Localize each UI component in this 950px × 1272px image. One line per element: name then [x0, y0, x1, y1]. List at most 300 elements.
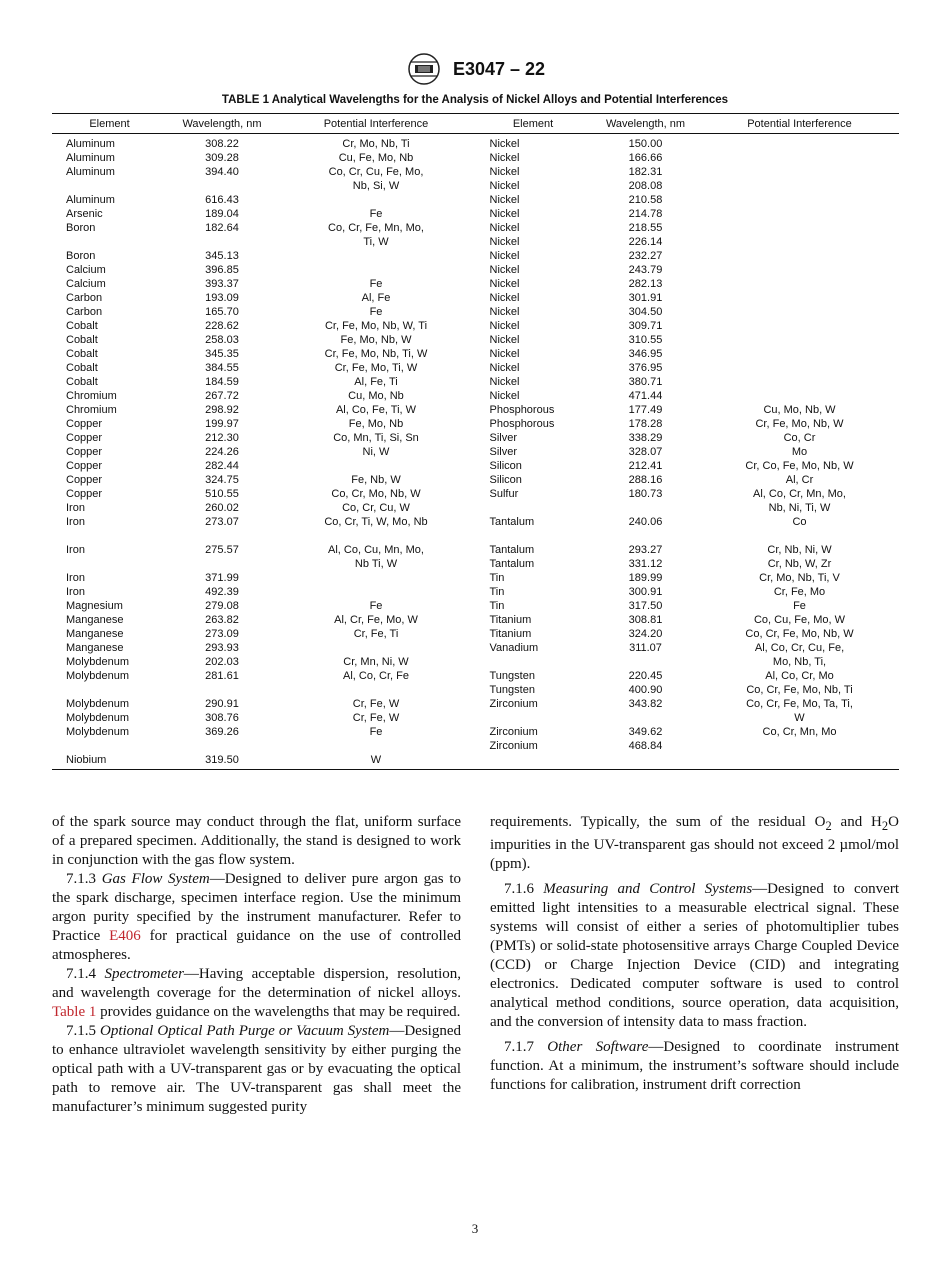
cell-element: Cobalt	[66, 348, 98, 360]
cell-wavelength: 258.03	[205, 334, 239, 346]
cell-wavelength: 199.97	[205, 418, 239, 430]
table-row	[476, 697, 900, 725]
cell-element: Arsenic	[66, 208, 103, 220]
cell-element: Cobalt	[66, 334, 98, 346]
cell-interference	[277, 669, 475, 697]
cell-interference: Mo	[791, 446, 808, 458]
cell-interference: Al, Fe	[361, 292, 391, 304]
cell-element: Carbon	[66, 306, 103, 318]
cell-interference: Co, Cr, Cu, W	[342, 502, 410, 514]
table-right-half	[476, 137, 900, 767]
cell-interference-line	[701, 207, 899, 221]
cell-element: Molybdenum	[66, 726, 129, 738]
cell-interference	[701, 515, 899, 543]
cell-wavelength: 212.30	[205, 432, 239, 444]
cell-wavelength: 317.50	[628, 600, 663, 612]
header-element: Element	[512, 117, 554, 130]
table-row	[52, 207, 476, 221]
cell-element: Silicon	[489, 474, 522, 486]
cell-element: Nickel	[489, 180, 520, 192]
cell-interference: Fe	[793, 600, 806, 612]
cell-element: Nickel	[489, 208, 520, 220]
cell-interference: Fe, Nb, W	[351, 474, 401, 486]
cell-wavelength: 182.31	[628, 166, 663, 178]
cell-wavelength: 184.59	[205, 376, 239, 388]
table-row	[52, 417, 476, 431]
cell-interference	[701, 291, 899, 305]
cell-element: Niobium	[66, 754, 107, 766]
cell-wavelength: 393.37	[205, 278, 239, 290]
cell-element: Sulfur	[489, 488, 519, 500]
table-row	[52, 347, 476, 361]
table-row	[476, 641, 900, 669]
table-row	[52, 711, 476, 725]
cell-element: Cobalt	[66, 320, 98, 332]
table-row	[476, 193, 900, 207]
cell-wavelength: 396.85	[205, 264, 239, 276]
cell-interference-line: Co, Cr, Fe, Mo, Ta, Ti,	[746, 698, 853, 710]
cell-element: Tin	[489, 572, 505, 584]
cell-element: Nickel	[489, 390, 520, 402]
paragraph: of the spark source may conduct through the flat, uniform surface of a prepared specimen. Additionally, the stand is designed to work in conjunction with the gas flow system.	[52, 814, 461, 868]
cell-element: Copper	[66, 460, 103, 472]
cell-element: Calcium	[66, 278, 106, 290]
cell-element: Nickel	[489, 138, 520, 150]
table-row	[52, 151, 476, 165]
cell-interference: Al, Co, Fe, Ti, W	[335, 404, 417, 416]
table-row	[476, 207, 900, 221]
cell-interference: Fe	[369, 600, 383, 612]
table-row	[52, 613, 476, 627]
cell-wavelength: 275.57	[205, 544, 239, 556]
table-row	[476, 305, 900, 319]
cell-element: Nickel	[489, 236, 520, 248]
cell-wavelength: 492.39	[205, 586, 239, 598]
cell-wavelength: 309.28	[205, 152, 239, 164]
document-id: E3047 – 22	[452, 58, 546, 79]
cell-wavelength: 220.45	[628, 670, 663, 682]
cell-element: Nickel	[489, 152, 520, 164]
cell-interference-line	[277, 529, 475, 543]
cell-wavelength: 345.35	[205, 348, 239, 360]
table-row	[476, 557, 900, 571]
cell-interference	[277, 515, 475, 543]
cell-element: Phosphorous	[489, 418, 555, 430]
header-wavelength: Wavelength, nm	[182, 117, 262, 130]
cell-element: Zirconium	[489, 726, 538, 738]
cell-interference-line: Nb, Si, W	[352, 180, 400, 192]
cell-wavelength: 331.12	[628, 558, 663, 570]
header-wavelength: Wavelength, nm	[605, 117, 686, 130]
cell-interference-line: Al, Co, Cr, Fe	[342, 670, 410, 682]
table-row	[52, 473, 476, 487]
cell-interference: Co, Cr	[783, 432, 816, 444]
cell-element: Titanium	[489, 628, 532, 640]
cell-wavelength: 177.49	[628, 404, 663, 416]
cell-interference: Co, Mn, Ti, Si, Sn	[333, 432, 419, 444]
cell-interference	[701, 263, 899, 277]
table-row	[52, 585, 476, 599]
cell-interference	[701, 221, 899, 235]
cell-wavelength: 384.55	[205, 362, 239, 374]
left-column	[52, 813, 461, 1117]
table-title: TABLE 1 Analytical Wavelengths for the Analysis of Nickel Alloys and Potential Interferences	[221, 94, 729, 106]
cell-wavelength: 214.78	[628, 208, 663, 220]
table-row	[52, 403, 476, 417]
cell-wavelength: 178.28	[628, 418, 663, 430]
cell-interference: Al, Fe, Ti	[354, 376, 398, 388]
cell-interference: Cr, Fe, Mo, Ti, W	[334, 362, 418, 374]
cell-interference: Cr, Nb, W, Zr	[767, 558, 832, 570]
table-row	[476, 347, 900, 361]
table-body	[52, 134, 899, 769]
cell-interference	[701, 333, 899, 347]
cell-element: Manganese	[66, 614, 124, 626]
table-row	[52, 725, 476, 753]
table-row	[476, 515, 900, 543]
table-row	[52, 445, 476, 459]
cell-wavelength: 193.09	[205, 292, 239, 304]
cell-wavelength: 282.44	[205, 460, 239, 472]
cell-interference: Cr, Mo, Nb, Ti	[342, 138, 410, 150]
cell-wavelength: 309.71	[628, 320, 663, 332]
cell-wavelength: 279.08	[205, 600, 239, 612]
cell-interference	[277, 571, 475, 585]
cell-interference	[277, 249, 475, 263]
cell-wavelength: 298.92	[205, 404, 239, 416]
table-row	[476, 151, 900, 165]
table-row	[52, 333, 476, 347]
cell-interference	[701, 361, 899, 375]
cell-wavelength: 240.06	[628, 516, 663, 528]
table-row	[476, 389, 900, 403]
table-row	[52, 599, 476, 613]
cell-element: Silver	[489, 446, 518, 458]
table-row	[476, 459, 900, 473]
table-row	[52, 291, 476, 305]
cell-interference	[701, 739, 899, 753]
table-row	[52, 753, 476, 767]
cell-interference: Co, Cr, Mn, Mo	[762, 726, 837, 738]
cell-wavelength: 319.50	[205, 754, 239, 766]
table-row	[476, 739, 900, 753]
cell-wavelength: 232.27	[628, 250, 663, 262]
section-7-1-4: 7.1.4 Spectrometer—Having acceptable dispersion, resolution, and wavelength coverage for the determination of nickel alloys. Table 1 provides guidance on the wavelengths that may be required.	[52, 966, 461, 1020]
cell-interference-line: Al, Co, Cu, Mn, Mo,	[328, 544, 424, 556]
table-row	[52, 669, 476, 697]
cell-interference: Fe, Mo, Nb, W	[340, 334, 412, 346]
cell-element: Nickel	[489, 320, 520, 332]
cell-wavelength: 218.55	[628, 222, 663, 234]
cell-interference	[701, 375, 899, 389]
cell-element: Copper	[66, 488, 103, 500]
cell-interference	[701, 165, 899, 179]
cell-interference	[701, 207, 899, 221]
table-row	[52, 459, 476, 473]
table-row	[476, 277, 900, 291]
table-row	[52, 319, 476, 333]
cell-interference	[701, 193, 899, 207]
cell-wavelength: 189.04	[205, 208, 239, 220]
cell-element: Nickel	[489, 250, 520, 262]
cell-wavelength: 224.26	[205, 446, 239, 458]
table-1-link[interactable]: Table 1	[52, 1004, 97, 1020]
cell-interference	[701, 389, 899, 403]
cell-wavelength: 345.13	[205, 250, 239, 262]
cell-interference	[701, 347, 899, 361]
cell-wavelength: 202.03	[205, 656, 239, 668]
table-row	[52, 137, 476, 151]
wavelength-table	[52, 113, 899, 770]
cell-element: Iron	[66, 516, 85, 528]
cell-element: Manganese	[66, 628, 124, 640]
header-interference: Potential Interference	[747, 117, 852, 130]
cell-wavelength: 260.02	[205, 502, 239, 514]
table-row	[476, 487, 900, 515]
table-row	[52, 515, 476, 543]
cell-wavelength: 293.93	[205, 642, 239, 654]
cell-interference: Cr, Fe, Mo, Nb, W	[755, 418, 844, 430]
page-header	[0, 52, 950, 86]
cell-element: Vanadium	[489, 642, 539, 654]
cell-element: Nickel	[489, 222, 520, 234]
cell-interference	[701, 235, 899, 249]
cell-interference: Co, Cu, Fe, Mo, W	[753, 614, 846, 626]
cell-interference	[701, 249, 899, 263]
cell-wavelength: 400.90	[628, 684, 663, 696]
cell-element: Nickel	[489, 166, 520, 178]
cell-element: Nickel	[489, 348, 520, 360]
cell-wavelength: 165.70	[205, 306, 239, 318]
cell-interference-line	[701, 165, 899, 179]
table-row	[52, 431, 476, 445]
cell-interference: Cr, Fe, W	[352, 712, 400, 724]
cell-interference	[701, 277, 899, 291]
cell-element: Nickel	[489, 362, 520, 374]
cell-element: Iron	[66, 502, 85, 514]
table-row	[476, 221, 900, 235]
cell-wavelength: 288.16	[628, 474, 663, 486]
cell-wavelength: 267.72	[205, 390, 239, 402]
cell-element: Nickel	[489, 376, 520, 388]
right-column	[490, 813, 899, 1117]
cell-wavelength: 150.00	[628, 138, 663, 150]
cell-interference-line: Co, Cr, Fe, Mn, Mo,	[328, 222, 424, 234]
cell-wavelength: 180.73	[628, 488, 663, 500]
cell-interference: Al, Cr, Fe, Mo, W	[334, 614, 418, 626]
table-row	[476, 403, 900, 417]
cell-element: Calcium	[66, 264, 106, 276]
cell-wavelength: 308.22	[205, 138, 239, 150]
table-row	[52, 655, 476, 669]
header-interference: Potential Interference	[323, 117, 429, 130]
header-element: Element	[89, 117, 130, 130]
cell-interference	[277, 221, 475, 249]
cell-wavelength: 324.20	[628, 628, 663, 640]
cell-interference	[277, 725, 475, 753]
table-row	[52, 375, 476, 389]
section-7-1-6: 7.1.6 Measuring and Control Systems—Designed to convert emitted light intensities to a measurable electrical signal. These systems will consist of either a series of photomultiplier tubes (PMTs) or solid-state photosensitive arrays Charge Coupled Device (CCD) or Charge Injection Device (CID) and integrating electronics. Dedicated computer software is used to control analytical method conditions, source operation, data acquisition, and the conversion of intensity data to mass fraction.	[490, 881, 899, 1030]
cell-wavelength: 394.40	[205, 166, 239, 178]
table-row	[476, 319, 900, 333]
cell-interference-line: Nb Ti, W	[354, 558, 398, 570]
cell-interference	[277, 585, 475, 599]
cell-element: Boron	[66, 250, 96, 262]
cell-element: Silver	[489, 432, 518, 444]
table-row	[476, 137, 900, 151]
paragraph: requirements. Typically, the sum of the residual $O_2$ and $H_2O$ impurities in the UV-transparent gas should not exceed 2 µmol/mol (ppm).	[490, 814, 899, 872]
cell-interference	[277, 459, 475, 473]
table-row	[476, 669, 900, 683]
table-row	[476, 431, 900, 445]
cell-interference-line: Co	[792, 516, 807, 528]
table-row	[52, 501, 476, 515]
cell-interference: Fe	[369, 306, 383, 318]
cell-element: Nickel	[489, 264, 520, 276]
table-row	[476, 585, 900, 599]
cell-element: Manganese	[66, 642, 124, 654]
cell-wavelength: 208.08	[628, 180, 663, 192]
cell-element: Nickel	[489, 194, 520, 206]
cell-interference: Cu, Mo, Nb, W	[763, 404, 836, 416]
cell-interference: Al, Cr	[785, 474, 814, 486]
cell-element: Tungsten	[489, 670, 535, 682]
cell-element: Cobalt	[66, 376, 98, 388]
table-row	[476, 179, 900, 193]
cell-wavelength: 293.27	[628, 544, 663, 556]
cell-interference: Fe	[369, 208, 383, 220]
table-row	[52, 641, 476, 655]
cell-wavelength: 273.07	[205, 516, 239, 528]
cell-wavelength: 300.91	[628, 586, 663, 598]
cell-wavelength: 182.64	[205, 222, 239, 234]
table-row	[52, 221, 476, 249]
table-row	[476, 333, 900, 347]
cell-element: Copper	[66, 418, 103, 430]
table-row	[52, 277, 476, 291]
table-row	[476, 599, 900, 613]
cell-wavelength: 338.29	[628, 432, 663, 444]
table-row	[476, 249, 900, 263]
cell-interference: Cr, Fe, Ti	[353, 628, 399, 640]
cell-element: Nickel	[489, 278, 520, 290]
cell-interference-line: Fe	[369, 726, 383, 738]
table-left-half	[52, 137, 476, 767]
cell-element: Nickel	[489, 292, 520, 304]
table-row	[52, 571, 476, 585]
cell-element: Aluminum	[66, 194, 115, 206]
cell-wavelength: 616.43	[205, 194, 239, 206]
cell-wavelength: 226.14	[628, 236, 663, 248]
section-7-1-5: 7.1.5 Optional Optical Path Purge or Vacuum System—Designed to enhance ultraviolet wavelength sensitivity by either purging the optical path with a UV-transparent gas or by evacuating the optical path to remove air. The UV-transparent gas shall meet the manufacturer’s minimum suggested purity	[52, 1023, 461, 1115]
cell-interference-line	[277, 739, 475, 753]
cell-interference	[277, 641, 475, 655]
cell-interference	[701, 487, 899, 515]
cell-element: Iron	[66, 586, 85, 598]
cell-wavelength: 380.71	[628, 376, 663, 388]
table-row	[52, 361, 476, 375]
table-row	[476, 361, 900, 375]
practice-e406-link[interactable]: E406	[109, 928, 141, 944]
cell-interference	[277, 263, 475, 277]
cell-interference-line: Mo, Nb, Ti,	[772, 656, 827, 668]
cell-element: Copper	[66, 432, 103, 444]
cell-interference: Cr, Fe, Mo, Nb, Ti, W	[324, 348, 428, 360]
cell-wavelength: 301.91	[628, 292, 663, 304]
cell-interference-line: Co, Cr, Cu, Fe, Mo,	[328, 166, 424, 178]
cell-interference-line: Al, Co, Cr, Cu, Fe,	[754, 642, 845, 654]
astm-logo-icon	[405, 52, 443, 86]
cell-element: Chromium	[66, 404, 117, 416]
cell-wavelength: 304.50	[628, 306, 663, 318]
table-row	[476, 613, 900, 627]
table-row	[52, 487, 476, 501]
cell-element: Cobalt	[66, 362, 98, 374]
table-row	[52, 389, 476, 403]
cell-wavelength: 210.58	[628, 194, 663, 206]
cell-element: Tin	[489, 600, 505, 612]
cell-interference-line	[277, 683, 475, 697]
cell-element: Zirconium	[489, 740, 538, 752]
cell-wavelength: 376.95	[628, 362, 663, 374]
cell-interference: Cu, Fe, Mo, Nb	[338, 152, 414, 164]
cell-element: Aluminum	[66, 152, 115, 164]
cell-wavelength: 310.55	[628, 334, 663, 346]
cell-wavelength: 308.81	[628, 614, 663, 626]
cell-wavelength: 263.82	[205, 614, 239, 626]
table-row	[52, 165, 476, 193]
cell-wavelength: 311.07	[629, 642, 662, 654]
table-header-row	[52, 114, 899, 134]
cell-interference	[701, 319, 899, 333]
cell-wavelength: 324.75	[205, 474, 239, 486]
cell-element: Tungsten	[489, 684, 535, 696]
cell-element: Nickel	[489, 334, 520, 346]
section-7-1-3: 7.1.3 Gas Flow System—Designed to deliver pure argon gas to the spark discharge, specimen interface region. Use the minimum argon purity specified by the instrument manufacturer. Refer to Practice E406 for practical guidance on the use of controlled atmospheres.	[52, 871, 462, 963]
cell-wavelength: 308.76	[205, 712, 239, 724]
cell-element: Titanium	[489, 614, 532, 626]
table-row	[476, 291, 900, 305]
cell-wavelength: 346.95	[628, 348, 663, 360]
cell-interference	[701, 137, 899, 151]
table-row	[52, 543, 476, 571]
cell-interference: Co, Cr, Fe, Mo, Nb, Ti	[746, 684, 853, 696]
cell-element: Nickel	[489, 306, 520, 318]
cell-element: Carbon	[66, 292, 103, 304]
section-7-1-7: 7.1.7 Other Software—Designed to coordinate instrument function. At a minimum, the instrument’s software should include functions for calibration, instrument drift correction	[490, 1039, 899, 1093]
cell-element: Tin	[489, 586, 505, 598]
table-row	[476, 571, 900, 585]
cell-element: Silicon	[489, 460, 522, 472]
cell-interference: Cr, Fe, Mo, Nb, W, Ti	[324, 320, 428, 332]
cell-wavelength: 328.07	[628, 446, 663, 458]
table-row	[52, 627, 476, 641]
cell-interference	[701, 151, 899, 165]
cell-interference: Ni, W	[362, 446, 390, 458]
cell-interference-line: Al, Co, Cr, Mn, Mo,	[753, 488, 846, 500]
table-row	[476, 417, 900, 431]
cell-wavelength: 243.79	[628, 264, 663, 276]
table-row	[52, 697, 476, 711]
cell-element: Boron	[66, 222, 96, 234]
cell-wavelength: 471.44	[628, 390, 663, 402]
cell-element: Magnesium	[66, 600, 123, 612]
table-row	[52, 249, 476, 263]
table-row	[476, 263, 900, 277]
cell-interference: Fe, Mo, Nb	[348, 418, 404, 430]
table-row	[52, 263, 476, 277]
cell-element: Iron	[66, 572, 85, 584]
